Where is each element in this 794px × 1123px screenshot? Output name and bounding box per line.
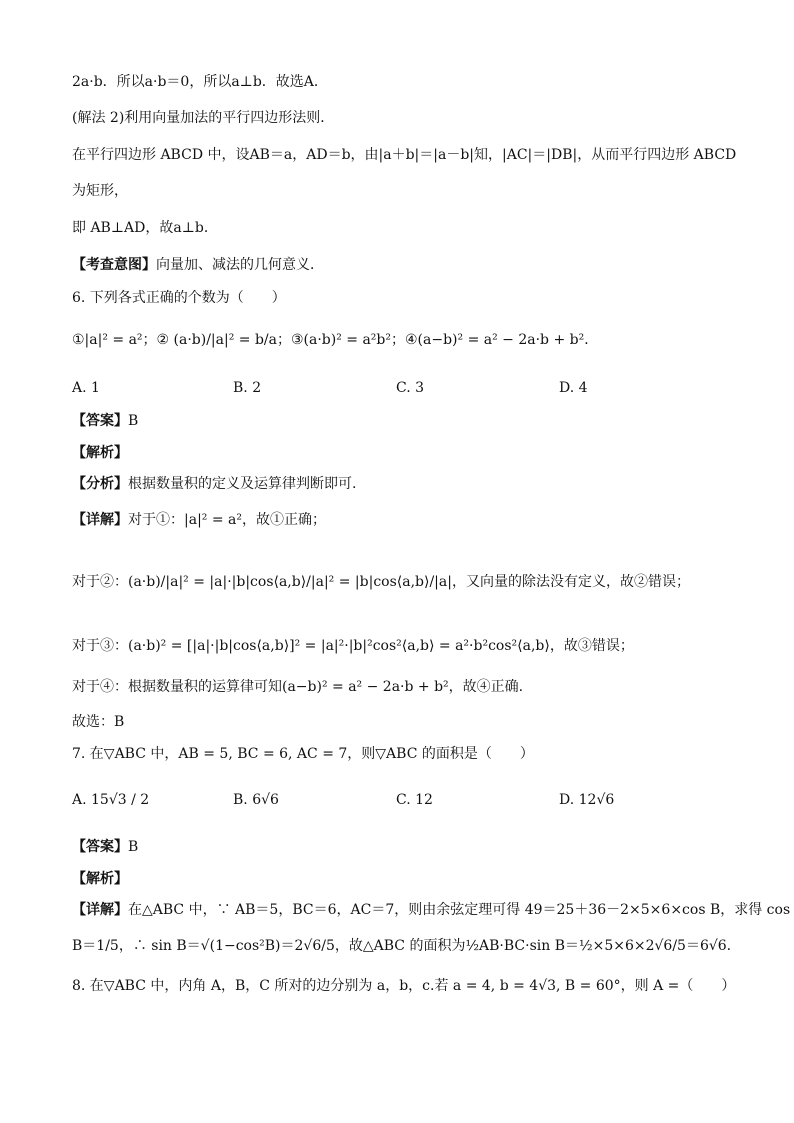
answer-value: B — [128, 413, 139, 429]
q7-option-c: C. 12 — [396, 792, 433, 808]
q6-detail-3 — [72, 636, 634, 656]
text-line-5: 即 AB⊥AD，故a⊥b． — [72, 220, 218, 236]
q7-option-a: A. 15√3 / 2 — [72, 792, 150, 808]
intent-text: 向量加、减法的几何意义． — [156, 257, 324, 273]
question-8-stem: 8. 在▽ABC 中，内角 A，B，C 所对的边分别为 a，b，c.若 a = 4, b = 4√3, B = 60°，则 A =（ ） — [72, 978, 736, 994]
q6-fenxi — [72, 474, 356, 494]
text-line-1: 2a·b．所以a·b＝0，所以a⊥b．故选A． — [72, 74, 328, 90]
q7-option-d: D. 12√6 — [559, 792, 615, 808]
q6-option-c: C. 3 — [396, 380, 425, 396]
text-line-3: 在平行四边形 ABCD 中，设AB＝a，AD＝b，由|a＋b|＝|a－b|知，|AC|＝|DB|，从而平行四边形 ABCD — [72, 147, 737, 163]
detail-2-math: (a·b)/|a|² = |a|·|b|cos⟨a,b⟩/|a|² = |b|cos⟨a,b⟩/|a| — [128, 574, 452, 590]
text-line-4: 为矩形， — [72, 183, 128, 199]
detail-1-text: 对于①：|a|² = a²，故①正确； — [128, 512, 326, 528]
q6-detail-2 — [72, 572, 690, 592]
q6-conclusion: 故选：B — [72, 714, 125, 730]
tag-fenxi: 【分析】 — [72, 476, 128, 492]
q6-detail-1 — [72, 510, 326, 530]
detail-3-math: (a·b)² = [|a|·|b|cos⟨a,b⟩]² = |a|²·|b|²cos²⟨a,b⟩ = a²·b²cos²⟨a,b⟩ — [128, 638, 550, 654]
tag-jiexi-7: 【解析】 — [72, 871, 128, 887]
tag-answer: 【答案】 — [72, 413, 128, 429]
tag-intent: 【考查意图】 — [72, 257, 156, 273]
q6-option-a: A. 1 — [72, 380, 100, 396]
question-6-stem: 6. 下列各式正确的个数为（ ） — [72, 290, 286, 306]
q6-option-d: D. 4 — [559, 380, 588, 396]
q6-option-b: B. 2 — [233, 380, 262, 396]
question-6-formula: ①|a|² = a²；② (a·b)/|a|² = b/a；③(a·b)² = a²b²；④(a−b)² = a² − 2a·b + b²． — [72, 332, 599, 348]
detail-2-post: ，又向量的除法没有定义，故②错误； — [451, 574, 690, 590]
q7-answer — [72, 837, 138, 857]
q7-detail-1-text: 在△ABC 中，∵ AB＝5，BC＝6，AC＝7，则由余弦定理可得 49＝25＋36－2×5×6×cos B，求得 cos — [128, 902, 791, 918]
text-line-6 — [72, 255, 324, 275]
detail-3-pre: 对于③： — [72, 638, 128, 654]
tag-jiexi: 【解析】 — [72, 445, 128, 461]
answer-7-value: B — [128, 839, 139, 855]
text-line-2: (解法 2)利用向量加法的平行四边形法则． — [72, 110, 335, 126]
detail-2-pre: 对于②： — [72, 574, 128, 590]
detail-3-post: ，故③错误； — [549, 638, 634, 654]
q6-jiexi — [72, 443, 128, 463]
q7-jiexi — [72, 869, 128, 889]
q7-detail-1 — [72, 900, 790, 920]
question-7-stem: 7. 在▽ABC 中，AB = 5, BC = 6, AC = 7，则▽ABC 的面积是（ ） — [72, 746, 534, 762]
q7-detail-2: B＝1/5，∴ sin B＝√(1−cos²B)＝2√6/5，故△ABC 的面积为½AB·BC·sin B＝½×5×6×2√6/5＝6√6. — [72, 938, 732, 954]
fenxi-text: 根据数量积的定义及运算律判断即可. — [128, 476, 357, 492]
q7-option-b: B. 6√6 — [233, 792, 279, 808]
tag-detail-7: 【详解】 — [72, 902, 128, 918]
q6-detail-4: 对于④：根据数量积的运算律可知(a−b)² = a² − 2a·b + b²，故④正确. — [72, 679, 524, 695]
q6-answer — [72, 411, 138, 431]
tag-detail: 【详解】 — [72, 512, 128, 528]
tag-answer-7: 【答案】 — [72, 839, 128, 855]
